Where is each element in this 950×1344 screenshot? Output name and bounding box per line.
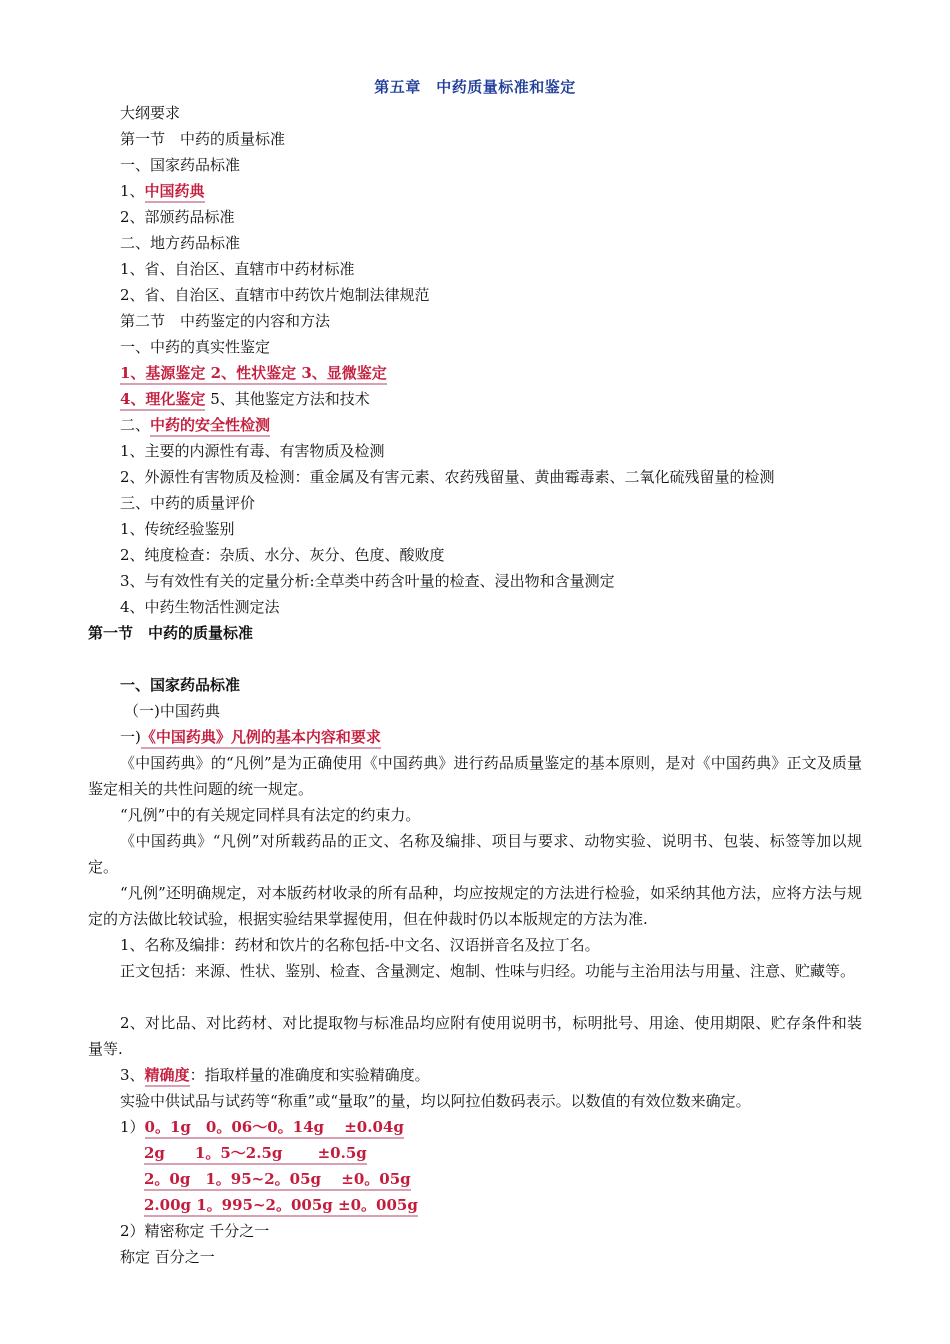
- outline-line: 2、纯度检查：杂质、水分、灰分、色度、酸败度: [120, 546, 445, 564]
- outline-line: 大纲要求: [120, 104, 181, 122]
- sub-item: [120, 726, 381, 748]
- range-value: 2g 1。5～2.5g ±0.5g: [144, 1144, 367, 1165]
- accuracy-text: ：指取样量的准确度和实验精确度。: [189, 1066, 430, 1084]
- chapter-title: 第五章 中药质量标准和鉴定: [374, 78, 576, 96]
- outline-line: [120, 388, 370, 410]
- highlight-identification-methods: 1、基源鉴定 2、性状鉴定 3、显微鉴定: [120, 364, 387, 385]
- precision-line: 2）精密称定 千分之一: [120, 1222, 270, 1240]
- outline-line: 1、主要的内源性有毒、有害物质及检测: [120, 442, 385, 460]
- range-value: 2。0g 1。95~2。05g ±0。05g: [144, 1170, 411, 1191]
- outline-line: [120, 414, 270, 436]
- range-line: [144, 1194, 418, 1216]
- outline-text: 5、其他鉴定方法和技术: [205, 390, 370, 408]
- paragraph: 1、名称及编排：药材和饮片的名称包括-中文名、汉语拼音名及拉丁名。: [120, 936, 600, 954]
- outline-line: [120, 362, 387, 384]
- paragraph: “凡例”还明确规定，对本版药材收录的所有品种，均应按规定的方法进行检验，如采纳其他方法，应将方法与规定的方法做比较试验，根据实验结果掌握使用，但在仲裁时仍以本版规定的方法为准.: [88, 884, 862, 928]
- outline-line: 4、中药生物活性测定法: [120, 598, 280, 616]
- paragraph: 《中国药典》“凡例”对所载药品的正文、名称及编排、项目与要求、动物实验、说明书、包装、标签等加以规定。: [88, 832, 862, 876]
- outline-line: 第一节 中药的质量标准: [120, 130, 286, 148]
- range-line: [120, 1116, 404, 1138]
- outline-line: 一、中药的真实性鉴定: [120, 338, 271, 356]
- section-heading: 第一节 中药的质量标准: [88, 624, 254, 642]
- highlight-pharmacopoeia: 中国药典: [145, 182, 205, 203]
- highlight-safety: 中药的安全性检测: [150, 416, 270, 437]
- outline-item-number: 1、: [120, 182, 145, 200]
- range-prefix: 1）: [120, 1118, 145, 1136]
- accuracy-line: [120, 1064, 430, 1086]
- outline-line: 1、省、自治区、直辖市中药材标准: [120, 260, 355, 278]
- outline-line: 二、地方药品标准: [120, 234, 241, 252]
- outline-line: 三、中药的质量评价: [120, 494, 256, 512]
- item-number: 一): [120, 728, 141, 746]
- precision-line: 称定 百分之一: [120, 1248, 215, 1266]
- outline-line: 2、外源性有害物质及检测：重金属及有害元素、农药残留量、黄曲霉毒素、二氧化硫残留量的检测: [120, 468, 775, 486]
- outline-line: 一、国家药品标准: [120, 156, 241, 174]
- highlight-fanli: 《中国药典》凡例的基本内容和要求: [141, 728, 381, 749]
- outline-line: 2、部颁药品标准: [120, 208, 235, 226]
- outline-line: 2、省、自治区、直辖市中药饮片炮制法律规范: [120, 286, 430, 304]
- paragraph: 正文包括：来源、性状、鉴别、检查、含量测定、炮制、性味与归经。功能与主治用法与用量、注意、贮藏等。: [120, 962, 856, 980]
- range-line: [144, 1142, 367, 1164]
- subsection-heading: 一、国家药品标准: [120, 676, 241, 694]
- outline-line: 1、传统经验鉴别: [120, 520, 235, 538]
- outline-item-number: 二、: [120, 416, 151, 434]
- range-value: 2.00g 1。995~2。005g ±0。005g: [144, 1196, 418, 1217]
- outline-line: 3、与有效性有关的定量分析:全草类中药含叶量的检查、浸出物和含量测定: [120, 572, 615, 590]
- item-number: 3、: [120, 1066, 145, 1084]
- paragraph: “凡例”中的有关规定同样具有法定的约束力。: [120, 806, 421, 824]
- range-line: [144, 1168, 411, 1190]
- outline-line: [120, 180, 205, 202]
- outline-line: 第二节 中药鉴定的内容和方法: [120, 312, 331, 330]
- range-value: 0。1g 0。06～0。14g ±0.04g: [145, 1118, 404, 1139]
- highlight-physicochemical: 4、理化鉴定: [120, 390, 205, 411]
- sub-item: （一)中国药典: [124, 702, 220, 720]
- paragraph: 《中国药典》的“凡例”是为正确使用《中国药典》进行药品质量鉴定的基本原则，是对《中国药典》正文及质量鉴定相关的共性问题的统一规定。: [88, 754, 862, 798]
- paragraph: 实验中供试品与试药等“称重”或“量取”的量，均以阿拉伯数码表示。以数值的有效位数来确定。: [120, 1092, 751, 1110]
- paragraph: 2、对比品、对比药材、对比提取物与标准品均应附有使用说明书，标明批号、用途、使用期限、贮存条件和装量等.: [88, 1014, 862, 1058]
- highlight-accuracy: 精确度: [145, 1066, 190, 1087]
